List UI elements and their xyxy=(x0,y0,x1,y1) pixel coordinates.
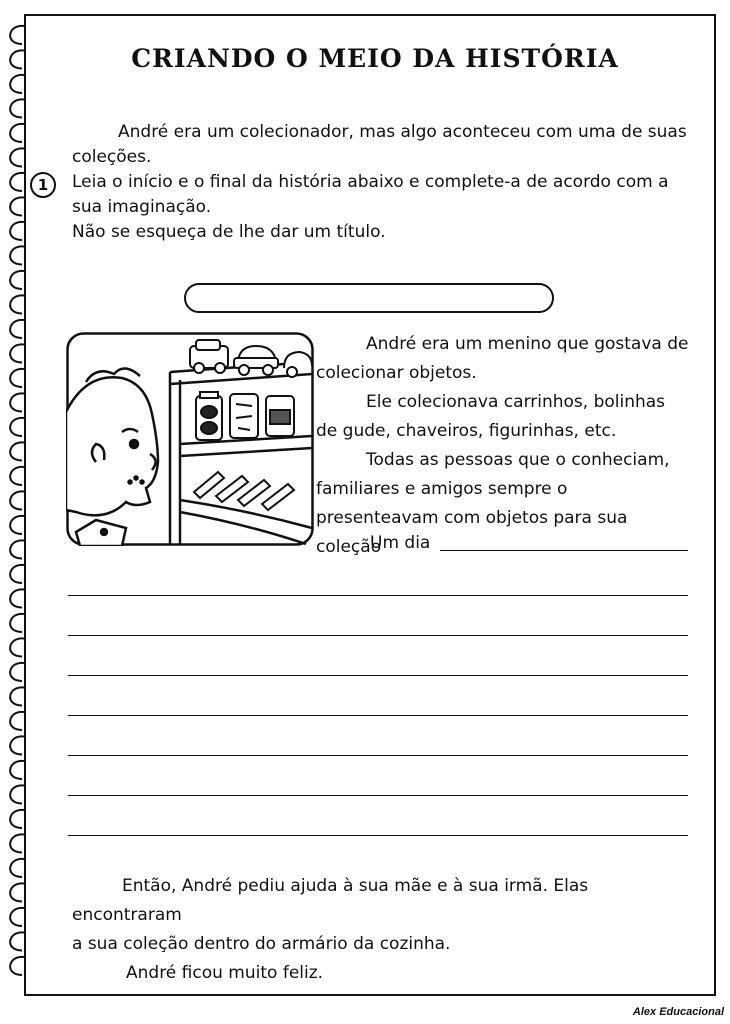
spiral-coil xyxy=(10,222,24,240)
instructions xyxy=(72,120,692,245)
story-paragraph: André era um menino que gostava de colecionar objetos. xyxy=(316,334,689,383)
spiral-coil xyxy=(10,785,24,803)
spiral-coil xyxy=(10,148,24,166)
spiral-coil xyxy=(10,320,24,338)
spiral-coil xyxy=(10,271,24,289)
writing-line[interactable] xyxy=(68,595,688,596)
spiral-coil xyxy=(10,687,24,705)
spiral-coil xyxy=(10,589,24,607)
spiral-coil xyxy=(10,393,24,411)
spiral-coil xyxy=(10,418,24,436)
spiral-coil xyxy=(10,197,24,215)
spiral-coil xyxy=(10,712,24,730)
spiral-coil xyxy=(10,736,24,754)
question-number: 1 xyxy=(30,172,56,198)
writing-line[interactable] xyxy=(68,675,688,676)
spiral-coil xyxy=(10,565,24,583)
writing-line[interactable] xyxy=(440,550,688,551)
story-title-field[interactable] xyxy=(184,283,554,313)
writing-line[interactable] xyxy=(68,795,688,796)
writing-line[interactable] xyxy=(68,635,688,636)
spiral-coil xyxy=(10,614,24,632)
jar-icon xyxy=(266,396,294,436)
spiral-coil xyxy=(10,810,24,828)
spiral-coil xyxy=(10,369,24,387)
spiral-coil xyxy=(10,932,24,950)
spiral-coil xyxy=(10,638,24,656)
story-paragraph: Ele colecionava carrinhos, bolinhas de gude, chaveiros, figurinhas, etc. xyxy=(316,392,666,441)
story-paragraph: Todas as pessoas que o conheciam, familiares e amigos sempre o presenteavam com objetos para sua coleção xyxy=(316,450,670,557)
spiral-coil xyxy=(10,491,24,509)
spiral-coil xyxy=(10,173,24,191)
story-ending xyxy=(72,872,696,988)
instruction-text: André era um colecionador, mas algo aconteceu com uma de suas coleções. xyxy=(72,122,687,167)
ending-line: Então, André pediu ajuda à sua mãe e à sua irmã. Elas encontraram xyxy=(72,876,589,925)
spiral-coil xyxy=(10,467,24,485)
spiral-coil xyxy=(10,908,24,926)
spiral-coil xyxy=(10,859,24,877)
ending-line: André ficou muito feliz. xyxy=(126,963,324,983)
ending-line: a sua coleção dentro do armário da cozinha. xyxy=(72,934,451,954)
spiral-coil xyxy=(10,957,24,975)
spiral-coil xyxy=(10,834,24,852)
spiral-coil xyxy=(10,26,24,44)
spiral-coil xyxy=(10,540,24,558)
spiral-coil xyxy=(10,883,24,901)
writing-line[interactable] xyxy=(68,755,688,756)
spiral-coil xyxy=(10,50,24,68)
page-title: CRIANDO O MEIO DA HISTÓRIA xyxy=(131,44,619,73)
spiral-coil xyxy=(10,344,24,362)
writing-line[interactable] xyxy=(68,835,688,836)
spiral-coil xyxy=(10,516,24,534)
story-beginning xyxy=(316,330,690,562)
spiral-coil xyxy=(10,99,24,117)
jar-icon xyxy=(196,392,222,440)
spiral-coil xyxy=(10,663,24,681)
spiral-coil xyxy=(10,246,24,264)
continuation-prompt: Um dia xyxy=(370,533,431,553)
spiral-coil xyxy=(10,761,24,779)
spiral-coil xyxy=(10,75,24,93)
spiral-coil xyxy=(10,124,24,142)
jar-icon xyxy=(230,394,258,438)
writing-line[interactable] xyxy=(68,715,688,716)
spiral-coil xyxy=(10,295,24,313)
spiral-coil xyxy=(10,442,24,460)
instruction-text: Leia o início e o final da história abaixo e complete-a de acordo com a sua imaginação. xyxy=(72,172,669,217)
boy-collection-illustration xyxy=(66,332,314,546)
instruction-text: Não se esqueça de lhe dar um título. xyxy=(72,222,386,242)
publisher-credit: Alex Educacional xyxy=(632,1006,724,1018)
